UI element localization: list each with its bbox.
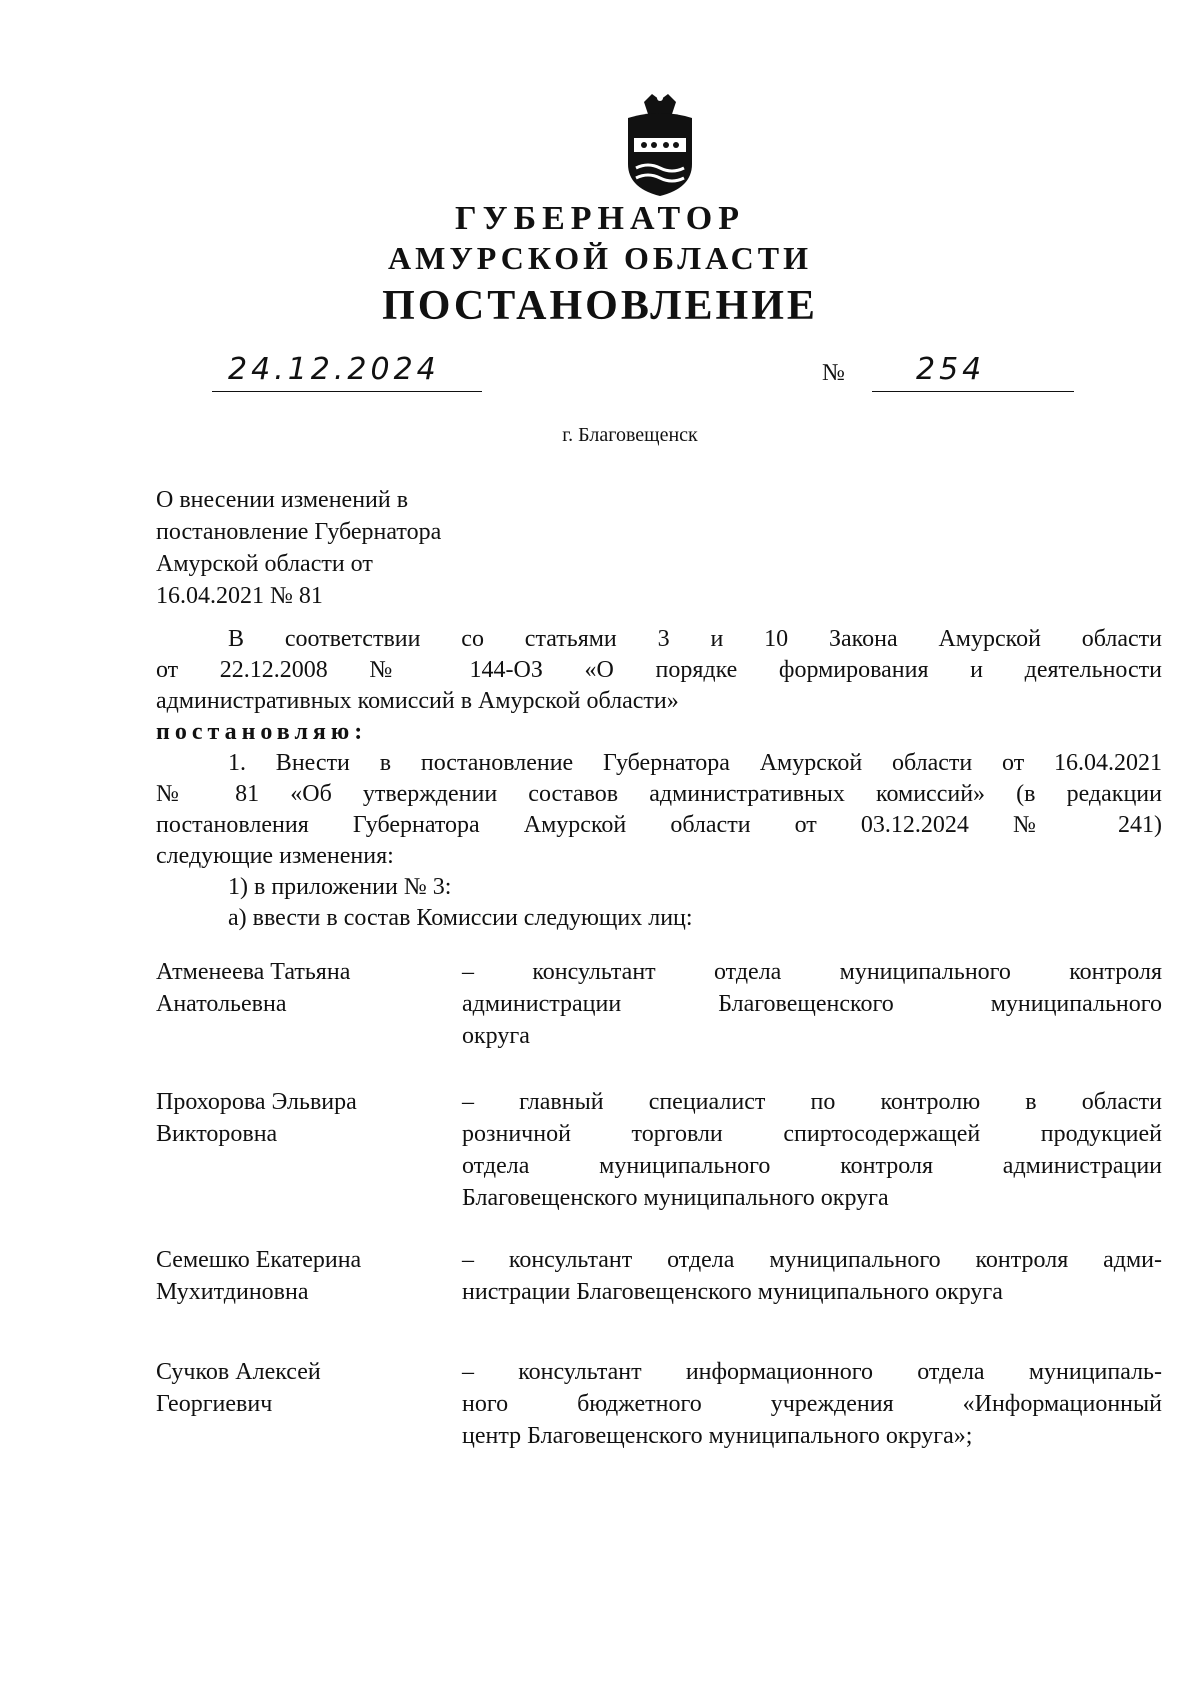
member-name-line: Атменеева Татьяна bbox=[156, 959, 351, 985]
member-position-line: ного бюджетного учреждения «Информационный bbox=[462, 1391, 1162, 1417]
preamble-line: административных комиссий в Амурской области» bbox=[156, 688, 679, 714]
member-name-line: Георгиевич bbox=[156, 1391, 273, 1417]
member-position bbox=[462, 1244, 1162, 1308]
member-position-line: центр Благовещенского муниципального округа»; bbox=[462, 1423, 973, 1449]
member-name-line: Анатольевна bbox=[156, 991, 287, 1017]
city-line: г. Благовещенск bbox=[562, 424, 698, 446]
member-name-line: Прохорова Эльвира bbox=[156, 1089, 357, 1115]
item1-line: 1. Внести в постановление Губернатора Амурской области от 16.04.2021 bbox=[228, 750, 1162, 776]
document-type-title: ПОСТАНОВЛЕНИЕ bbox=[382, 283, 818, 329]
document-number: 254 bbox=[872, 352, 1074, 392]
preamble bbox=[156, 624, 1162, 934]
number-sign: № bbox=[822, 360, 845, 386]
item1-line: следующие изменения: bbox=[156, 843, 394, 869]
member-position-line: Благовещенского муниципального округа bbox=[462, 1185, 889, 1211]
subject-block bbox=[156, 484, 441, 612]
member-name-line: Викторовна bbox=[156, 1121, 278, 1147]
member-position-line: – консультант отдела муниципального контроля адми- bbox=[462, 1247, 1162, 1273]
member-name-line: Мухитдиновна bbox=[156, 1279, 309, 1305]
member-name bbox=[156, 1086, 456, 1150]
preamble-line: от 22.12.2008 № 144-ОЗ «О порядке формирования и деятельности bbox=[156, 657, 1162, 683]
member-position-line: – консультант информационного отдела муниципаль- bbox=[462, 1359, 1162, 1385]
resolve-word: постановляю: bbox=[156, 719, 368, 745]
subitem-1: 1) в приложении № 3: bbox=[228, 874, 452, 900]
member-position-line: – главный специалист по контролю в области bbox=[462, 1089, 1162, 1115]
member-name-line: Сучков Алексей bbox=[156, 1359, 321, 1385]
member-position-line: нистрации Благовещенского муниципального округа bbox=[462, 1279, 1003, 1305]
member-position bbox=[462, 1086, 1162, 1214]
member-position bbox=[462, 956, 1162, 1052]
member-position-line: розничной торговли спиртосодержащей продукцией bbox=[462, 1121, 1162, 1147]
coat-of-arms-icon bbox=[622, 92, 698, 198]
subject-line: 16.04.2021 № 81 bbox=[156, 583, 323, 609]
member-position-line: администрации Благовещенского муниципального bbox=[462, 991, 1162, 1017]
member-name bbox=[156, 1356, 456, 1420]
member-position-line: – консультант отдела муниципального контроля bbox=[462, 959, 1162, 985]
subject-line: Амурской области от bbox=[156, 551, 373, 577]
item1-line: № 81 «Об утверждении составов административных комиссий» (в редакции bbox=[156, 781, 1162, 807]
subject-line: О внесении изменений в bbox=[156, 487, 409, 513]
member-position bbox=[462, 1356, 1162, 1452]
member-name bbox=[156, 1244, 456, 1308]
member-name bbox=[156, 956, 456, 1020]
issuer-title: ГУБЕРНАТОР bbox=[455, 200, 745, 237]
item1-line: постановления Губернатора Амурской области от 03.12.2024 № 241) bbox=[156, 812, 1162, 838]
member-position-line: округа bbox=[462, 1023, 530, 1049]
preamble-line: В соответствии со статьями 3 и 10 Закона Амурской области bbox=[228, 626, 1162, 652]
member-name-line: Семешко Екатерина bbox=[156, 1247, 362, 1273]
subject-line: постановление Губернатора bbox=[156, 519, 442, 545]
subitem-a: а) ввести в состав Комиссии следующих лиц: bbox=[228, 905, 693, 931]
document-date: 24.12.2024 bbox=[212, 352, 482, 392]
member-position-line: отдела муниципального контроля администрации bbox=[462, 1153, 1162, 1179]
region-title: АМУРСКОЙ ОБЛАСТИ bbox=[388, 240, 812, 276]
